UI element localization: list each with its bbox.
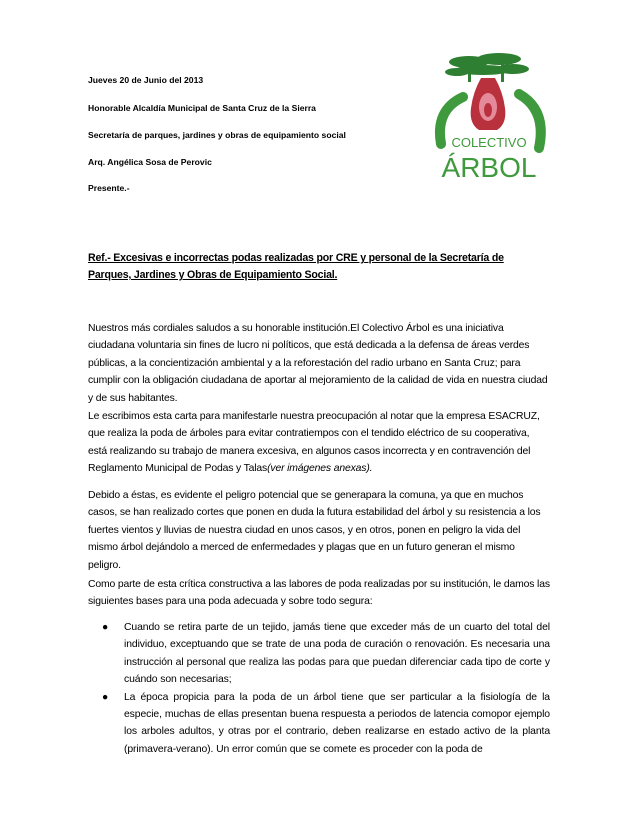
letter-salutation: Presente.- (88, 183, 130, 193)
letter-addressee: Arq. Angélica Sosa de Perovic (88, 157, 212, 167)
logo-text-line1: COLECTIVO (451, 135, 527, 150)
bullet-icon: ● (102, 691, 109, 703)
list-item-text: Cuando se retira parte de un tejido, jamás tiene que exceder más de un cuarto del total del individuo, exceptuando que se trate de una poda de curación o renovación. Es necesaria una instrucción al personal que realiza las podas para que puedan diferenciar cada tipo de corte y cuándo son necesarias; (124, 622, 550, 686)
colectivo-arbol-logo (423, 52, 553, 187)
letter-department: Secretaría de parques, jardines y obras de equipamiento social (88, 130, 346, 140)
bullet-icon: ● (102, 622, 109, 633)
logo-text-line2: ÁRBOL (441, 152, 537, 183)
paragraph-concern-text: Le escribimos esta carta para manifestarle nuestra preocupación al notar que la empresa ESACRUZ, que realiza la poda de árboles para evitar contratiempos con el tendido eléctrico de su cooperativa, está realizando su trabajo de manera excesiva, en algunos casos incorrecta y en contravención del Reglamento Municipal de Podas y Talas (88, 411, 540, 475)
paragraph-intro: Nuestros más cordiales saludos a su honorable institución.El Colectivo Árbol es una iniciativa ciudadana voluntaria sin fines de lucro ni políticos, que está dedicada a la defensa de áreas verdes públicas, a la concientización ambiental y a la reforestación del radio urbano en Santa Cruz; para cumplir con la obligación ciudadana de aportar al mejoramiento de la calidad de vida en nuestra ciudad y de sus habitantes. (88, 323, 548, 404)
letter-recipient: Honorable Alcaldía Municipal de Santa Cruz de la Sierra (88, 103, 316, 113)
pruning-guidelines-list (88, 619, 550, 758)
reference-line: Ref.- Excesivas e incorrectas podas realizadas por CRE y personal de la Secretaría de Parques, Jardines y Obras de Equipamiento Social. (88, 252, 504, 281)
logo-canopy (445, 53, 529, 82)
annex-note: (ver imágenes anexas). (267, 463, 373, 475)
paragraph-bases: Como parte de esta crítica constructiva a las labores de poda realizadas por su institución, le damos las siguientes bases para una poda adecuada y sobre todo segura: (88, 579, 550, 608)
list-item-text: La época propicia para la poda de un árbol tiene que ser particular a la fisiología de la especie, muchas de ellas presentan buena respuesta a periodos de latencia comopor ejemplo los arboles adultos, y otras por el contrario, deben realizarse en estado activo de la planta (primavera-verano). Un error común que se comete es proceder con la poda de (124, 691, 550, 755)
list-item (88, 619, 550, 689)
list-item (88, 689, 550, 759)
paragraph-danger: Debido a éstas, es evidente el peligro potencial que se generapara la comuna, ya que en muchos casos, se han realizado cortes que ponen en duda la futura estabilidad del árbol y su resistencia a los fuertes vientos y lluvias de nuestra ciudad en unos casos, y en otros, ponen en peligro la vida del mismo árbol dejándolo a merced de enfermedades y plagas que en un futuro generan el mismo peligro. (88, 490, 541, 571)
letter-date: Jueves 20 de Junio del 2013 (88, 75, 204, 85)
paragraph-concern (88, 408, 550, 478)
